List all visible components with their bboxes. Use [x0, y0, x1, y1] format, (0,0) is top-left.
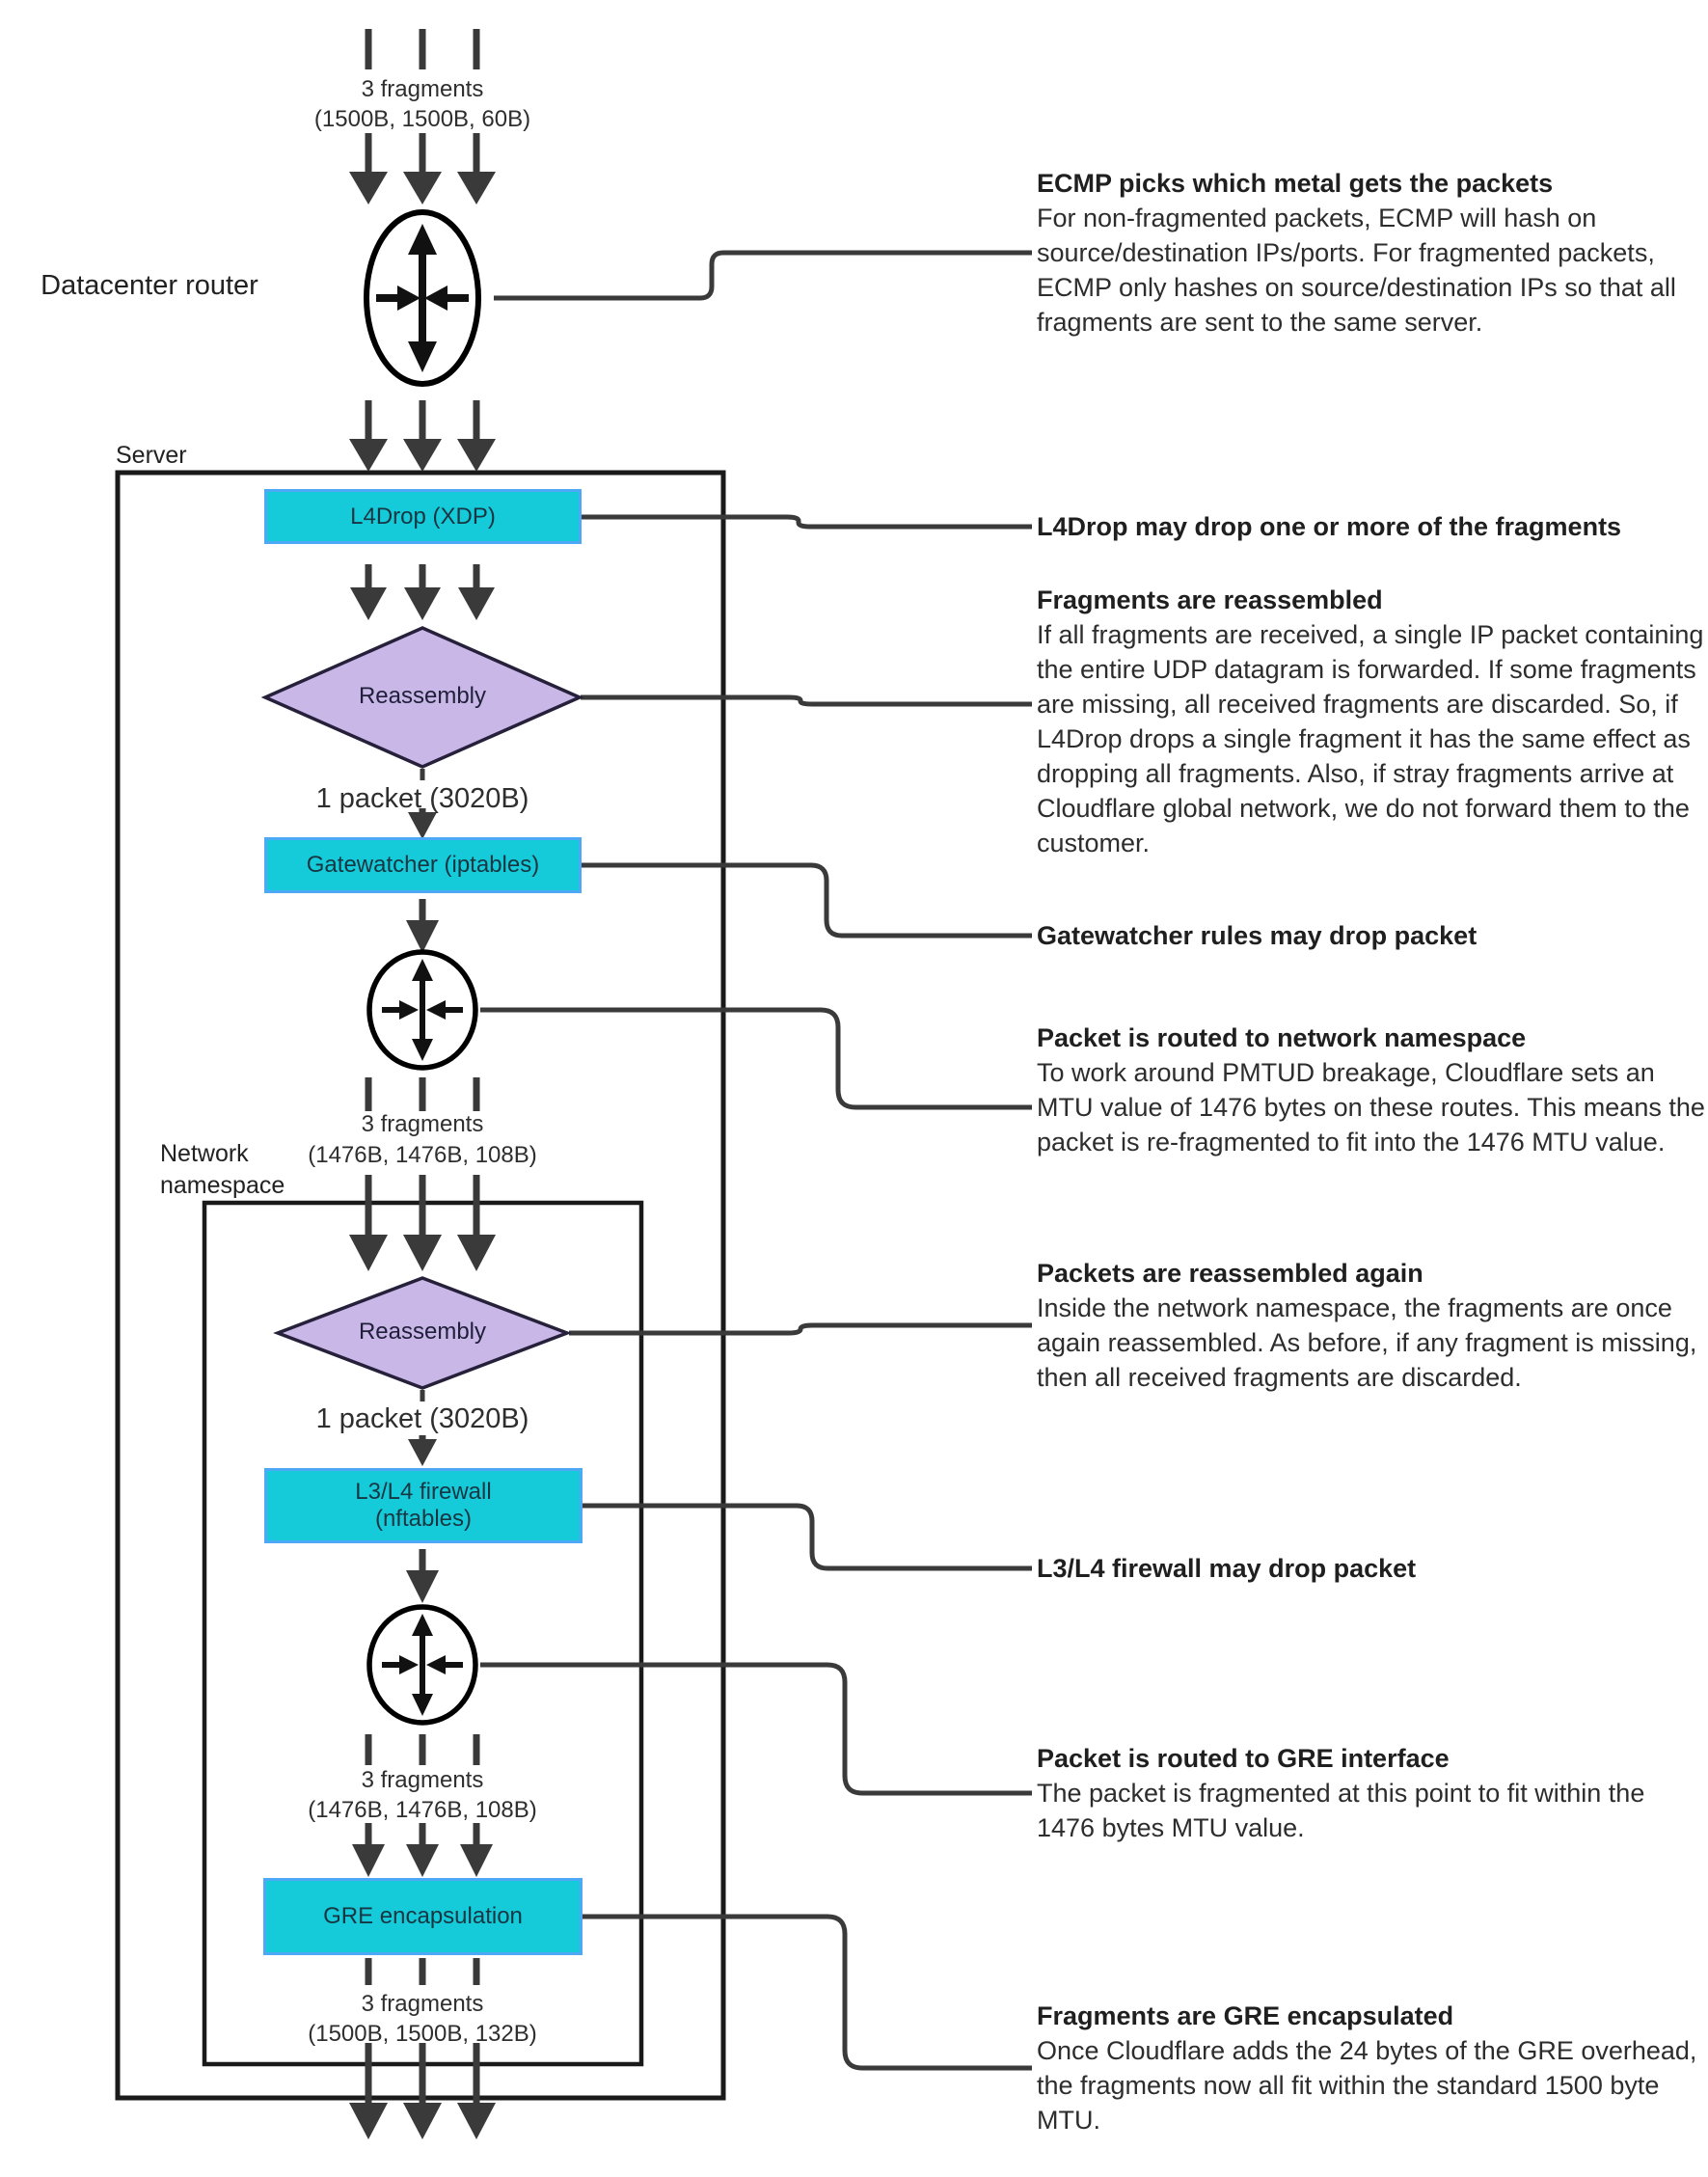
- annotation-l4drop: [1037, 509, 1707, 544]
- reassembly-1-label: Reassembly: [358, 683, 487, 709]
- out-fragments-sizes: (1500B, 1500B, 132B): [308, 2021, 537, 2047]
- annotation-reassembled-body: If all fragments are received, a single IP packet containing the entire UDP datagram is forwarded. If some fragments are missing, all received fragments are discarded. So, if L4Drop drops a single fragment it has the same effect as dropping all fragments. Also, if stray fragments arrive at Cloudflare global network, we do not forward them to the customer.: [1037, 620, 1704, 857]
- gre-fragments-label: [230, 1765, 615, 1825]
- annotation-gre-encapsulated-body: Once Cloudflare adds the 24 bytes of the GRE overhead, the fragments now all fit within the standard 1500 byte MTU.: [1037, 2036, 1697, 2135]
- annotation-route-namespace-title: Packet is routed to network namespace: [1037, 1023, 1527, 1052]
- out-fragments-label: [230, 1989, 615, 2049]
- ns-fragments-count: 3 fragments: [361, 1111, 484, 1137]
- annotation-ecmp: [1037, 166, 1707, 340]
- gatewatcher-node: [264, 837, 582, 893]
- annotation-route-namespace-body: To work around PMTUD breakage, Cloudflare sets an MTU value of 1476 bytes on these routes. This means the packet is re-fragmented to fit into the 1476 MTU value.: [1037, 1058, 1705, 1157]
- gre-fragments-sizes: (1476B, 1476B, 108B): [308, 1797, 537, 1823]
- annotation-gre-interface-title: Packet is routed to GRE interface: [1037, 1744, 1450, 1773]
- annotation-ecmp-body: For non-fragmented packets, ECMP will hash on source/destination IPs/ports. For fragmented packets, ECMP only hashes on source/destination IPs so that all fragments are sent to the same server.: [1037, 204, 1676, 337]
- firewall-label-line2: (nftables): [374, 1506, 473, 1532]
- connector-reassembly-2: [569, 1325, 1032, 1333]
- packet-2-label: 1 packet (3020B): [315, 1403, 529, 1434]
- router-icon-namespace: [369, 1607, 475, 1723]
- firewall-node: [264, 1468, 583, 1543]
- annotation-firewall: [1037, 1551, 1707, 1586]
- top-fragments-label: [230, 74, 615, 134]
- l4drop-node: [264, 489, 582, 544]
- gre-label: GRE encapsulation: [323, 1903, 523, 1929]
- gre-node: [263, 1878, 583, 1955]
- annotation-gre-encapsulated-title: Fragments are GRE encapsulated: [1037, 2001, 1454, 2030]
- connector-route-namespace: [480, 1010, 1032, 1107]
- annotation-l4drop-title: L4Drop may drop one or more of the fragments: [1037, 512, 1622, 541]
- annotation-gre-encapsulated: [1037, 1999, 1707, 2137]
- router-icon-server: [369, 952, 475, 1068]
- annotation-reassembled-again-body: Inside the network namespace, the fragments are once again reassembled. As before, if any fragment is missing, then all received fragments are discarded.: [1037, 1293, 1697, 1392]
- network-namespace-label: Network namespace: [160, 1140, 285, 1199]
- datacenter-router-label: Datacenter router: [41, 270, 258, 301]
- annotation-reassembled-again: [1037, 1256, 1707, 1395]
- connector-firewall: [583, 1506, 1032, 1568]
- annotation-reassembled-title: Fragments are reassembled: [1037, 585, 1383, 614]
- datacenter-router-icon: [366, 212, 478, 384]
- gre-fragments-count: 3 fragments: [361, 1767, 484, 1793]
- ns-fragments-sizes: (1476B, 1476B, 108B): [308, 1142, 537, 1168]
- gatewatcher-label: Gatewatcher (iptables): [306, 852, 540, 878]
- connector-ecmp: [494, 253, 1032, 298]
- l4drop-label: L4Drop (XDP): [350, 503, 496, 530]
- annotation-route-namespace: [1037, 1020, 1707, 1159]
- connector-gatewatcher: [582, 865, 1032, 936]
- connector-reassembly-1: [581, 697, 1032, 704]
- connector-l4drop: [582, 517, 1032, 527]
- annotation-gre-interface-body: The packet is fragmented at this point to fit within the 1476 bytes MTU value.: [1037, 1779, 1645, 1842]
- annotation-gatewatcher-title: Gatewatcher rules may drop packet: [1037, 921, 1478, 950]
- annotation-gatewatcher: [1037, 918, 1707, 953]
- connector-gre-encapsulated: [583, 1917, 1032, 2068]
- server-label: Server: [116, 442, 187, 469]
- top-fragments-sizes: (1500B, 1500B, 60B): [313, 106, 531, 132]
- annotation-reassembled: [1037, 583, 1707, 860]
- annotation-firewall-title: L3/L4 firewall may drop packet: [1037, 1554, 1417, 1583]
- annotation-reassembled-again-title: Packets are reassembled again: [1037, 1259, 1423, 1288]
- top-fragments-count: 3 fragments: [361, 76, 484, 102]
- reassembly-2-label: Reassembly: [358, 1319, 487, 1345]
- annotation-ecmp-title: ECMP picks which metal gets the packets: [1037, 169, 1554, 198]
- annotation-gre-interface: [1037, 1741, 1707, 1845]
- firewall-label-line1: L3/L4 firewall: [355, 1479, 492, 1505]
- packet-1-label: 1 packet (3020B): [315, 783, 529, 814]
- out-fragments-count: 3 fragments: [361, 1991, 484, 2017]
